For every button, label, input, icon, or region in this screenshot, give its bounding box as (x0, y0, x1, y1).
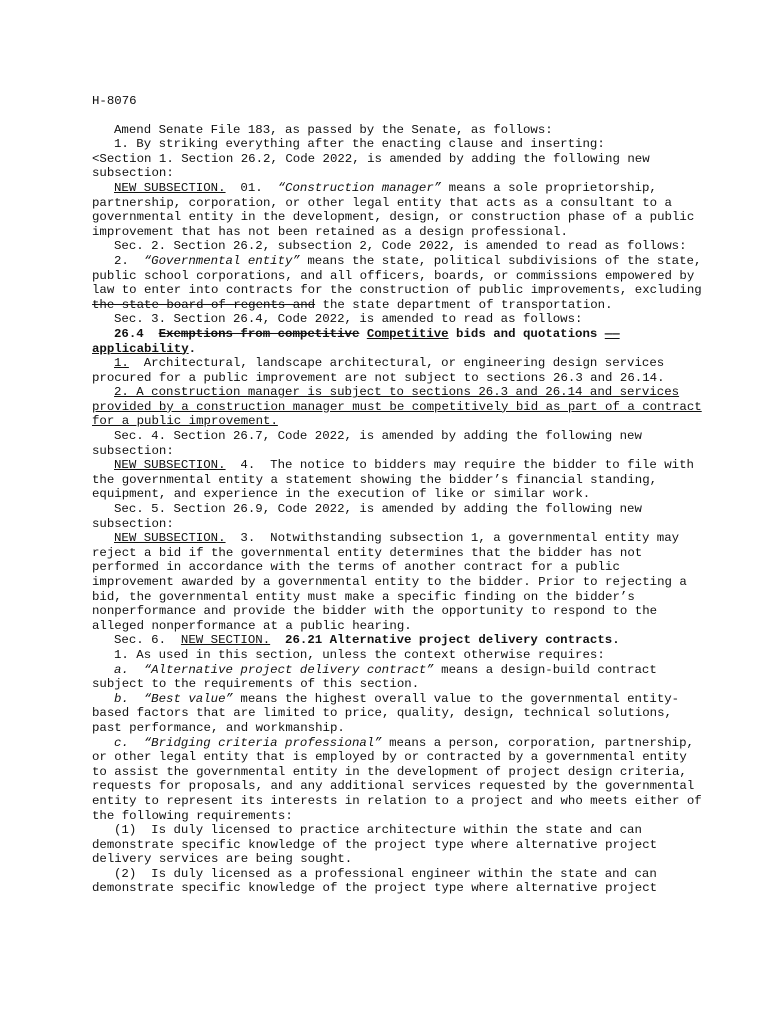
definitions-intro: 1. As used in this section, unless the context otherwise requires: (114, 647, 605, 662)
subsection-notice-to-bidders: NEW SUBSECTION. 4. The notice to bidders may require the bidder to file with the governmental entity a statement showing the bidder’s financial standing, equipment, and experience in the execution of like or similar work. (92, 458, 702, 502)
document-id: H-8076 (92, 94, 137, 108)
subsection-26-4-1: 1. Architectural, landscape architectural, or engineering design services procured for a public improvement are not subject to sections 26.3 and 26.14. (92, 356, 672, 385)
section-title: 26.21 Alternative project delivery contracts. (285, 633, 620, 648)
definition-b: b. “Best value” means the highest overall value to the governmental entity-based factors that are limited to price, quality, design, technical solutions, past performance, and workmanship. (92, 691, 680, 735)
new-subsection-label: NEW SUBSECTION. (114, 458, 226, 473)
amendment-page (92, 94, 702, 896)
section-5-intro: Sec. 5. Section 26.9, Code 2022, is amended by adding the following new subsection: (92, 502, 642, 531)
section-2-intro: Sec. 2. Section 26.2, subsection 2, Code 2022, is amended to read as follows: (114, 239, 687, 254)
inserted-text: Competitive (366, 326, 449, 341)
inserted-number: 1. (114, 356, 129, 371)
subsection-governmental-entity: 2. “Governmental entity” means the state, political subdivisions of the state, public school corporations, and all officers, boards, or commissions empowered by law to enter into contracts for the construction of public improvements, excluding the state board of regents and the state department of transportation. (92, 253, 702, 312)
subsection-construction-manager: NEW SUBSECTION. 01. “Construction manager” means a sole proprietorship, partnership, corporation, or other legal entity that acts as a consultant to a governmental entity in the development, design, or construction phase of a public improvement that has not been retained as a design professional. (92, 180, 695, 239)
intro-line: Amend Senate File 183, as passed by the Senate, as follows: (114, 122, 553, 137)
section-3-intro: Sec. 3. Section 26.4, Code 2022, is amended to read as follows: (114, 312, 583, 327)
requirement-2: (2) Is duly licensed as a professional engineer within the state and can demonstrate specific knowledge of the project type where alternative project (92, 866, 665, 896)
new-subsection-label: NEW SUBSECTION. (114, 180, 226, 195)
section-6-heading: Sec. 6. NEW SECTION. 26.21 Alternative project delivery contracts. (114, 633, 620, 648)
defined-term: “Alternative project delivery contract” (128, 662, 434, 677)
inserted-text: —— applicability (92, 326, 620, 356)
definition-c: c. “Bridging criteria professional” means a person, corporation, partnership, or other legal entity that is employed by or contracted by a governmental entity to assist the governmental entity in the development of project design criteria, requests for proposals, and any additional services requested by the governmental entity to represent its interests in relation to a project and who meets either of the following requirements: (92, 735, 702, 823)
defined-term: “Bridging criteria professional” (128, 735, 382, 750)
new-subsection-label: NEW SUBSECTION. (114, 531, 226, 546)
defined-term: “Governmental entity” (143, 253, 300, 268)
section-4-intro: Sec. 4. Section 26.7, Code 2022, is amended by adding the following new subsection: (92, 429, 642, 458)
struck-text: the state board of regents and (92, 297, 316, 312)
section-26-4-heading: 26.4 Exemptions from competitive Competitive bids and quotations —— applicability. (92, 326, 620, 356)
definition-a: a. “Alternative project delivery contract” means a design-build contract subject to the requirements of this section. (92, 662, 657, 692)
subsection-26-4-2-inserted: 2. A construction manager is subject to sections 26.3 and 26.14 and services provided by a construction manager must be competitively bid as part of a contract for a public improvement. (92, 385, 702, 429)
instruction-line: 1. By striking everything after the enacting clause and inserting: (114, 137, 605, 152)
requirement-1: (1) Is duly licensed to practice architecture within the state and can demonstrate specific knowledge of the project type where alternative project delivery services are being sought. (92, 823, 665, 867)
defined-term: “Best value” (128, 691, 233, 706)
defined-term: “Construction manager” (277, 180, 442, 195)
new-section-label: NEW SECTION. (180, 633, 271, 648)
struck-text: Exemptions from competitive (158, 326, 360, 341)
subsection-reject-bid: NEW SUBSECTION. 3. Notwithstanding subsection 1, a governmental entity may reject a bid if the governmental entity determines that the bidder has not performed in accordance with the terms of another contract for a public improvement awarded by a governmental entity to the bidder. Prior to rejecting a bid, the governmental entity must make a specific finding on the bidder’s nonperformance and provide the bidder with the opportunity to respond to the alleged nonperformance at a public hearing. (92, 531, 695, 633)
section-1-intro: <Section 1. Section 26.2, Code 2022, is amended by adding the following new subsection: (92, 151, 650, 181)
